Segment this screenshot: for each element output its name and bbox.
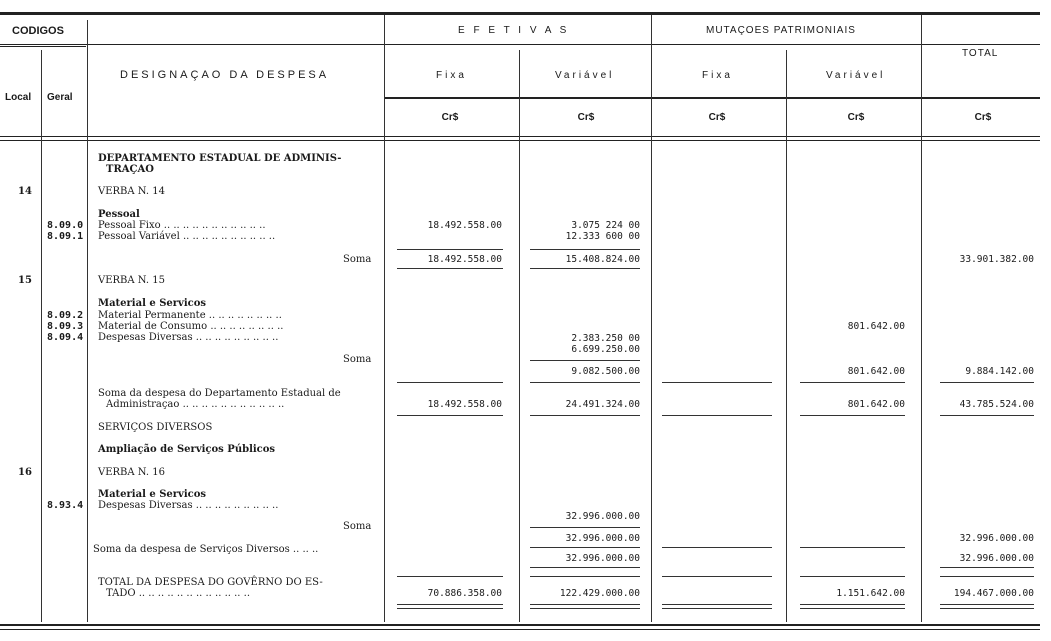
material-consumo-mvar: 801.642.00	[847, 321, 905, 332]
soma2-under-efixa	[397, 382, 503, 383]
soma-dept-under-mvar	[800, 415, 905, 416]
currency-label-total: Cr$	[974, 112, 992, 123]
codigos-underline	[0, 46, 86, 47]
soma2-label: Soma	[343, 354, 372, 365]
soma-dept-line2: Administraçao .. .. .. .. .. .. .. .. .. .. ..	[106, 399, 285, 410]
verba15-title: VERBA N. 15	[98, 275, 165, 286]
soma-serv-rule-evar	[530, 547, 640, 548]
material-servicos-title: Material e Servicos	[98, 298, 207, 309]
mutacoes-fixa-header: Fixa	[702, 70, 733, 81]
despesas-diversas-label: Despesas Diversas .. .. .. .. .. .. .. .. ..	[98, 332, 279, 343]
code-8093: 8.09.3	[47, 321, 84, 332]
code-8094: 8.09.4	[47, 332, 84, 343]
efetivas-header: E F E T I V A S	[458, 25, 570, 36]
header-bottom-rule	[0, 136, 1040, 137]
header-rule-2	[385, 97, 1040, 99]
top-rule	[0, 12, 1040, 15]
pessoal-variavel-label: Pessoal Variável .. .. .. .. .. .. .. .. .. ..	[98, 231, 276, 242]
total-rule-mvar	[800, 576, 905, 577]
soma1-rule-efixa	[397, 249, 503, 250]
soma-dept-mvar: 801.642.00	[847, 399, 905, 410]
efetivas-variavel-header: Variável	[555, 70, 615, 81]
pessoal-fixo-label: Pessoal Fixo .. .. .. .. .. .. .. .. .. .. ..	[98, 220, 266, 231]
soma1-under-evar	[530, 268, 640, 269]
pessoal-fixo-efixa: 18.492.558.00	[427, 220, 502, 231]
soma2-mvar: 801.642.00	[847, 366, 905, 377]
total-under-total-2	[940, 608, 1034, 609]
verba16-local: 16	[18, 467, 32, 478]
soma-dept-under-mfixa	[662, 415, 772, 416]
col-sep-efixa	[519, 50, 520, 622]
total-rule-evar	[530, 576, 640, 577]
material-servicos-2-title: Material e Servicos	[98, 489, 207, 500]
col-sep-designacao	[384, 15, 385, 622]
currency-label-mfixa: Cr$	[708, 112, 726, 123]
despesas-diversas-2-evar: 32.996.000.00	[565, 511, 640, 522]
soma2-under-mfixa	[662, 382, 772, 383]
codigos-header: CODIGOS	[12, 25, 64, 37]
total-total: 194.467.000.00	[953, 588, 1034, 599]
soma3-label: Soma	[343, 521, 372, 532]
soma-serv-under-evar	[530, 567, 640, 568]
pessoal-variavel-evar: 12.333 600 00	[565, 231, 640, 242]
currency-label-efixa: Cr$	[441, 112, 459, 123]
total-under-mfixa-2	[662, 608, 772, 609]
total-rule-efixa	[397, 576, 503, 577]
total-under-evar-1	[530, 604, 640, 605]
total-despesa-line2: TADO .. .. .. .. .. .. .. .. .. .. .. ..	[106, 588, 250, 599]
total-evar: 122.429.000.00	[559, 588, 640, 599]
soma3-rule-evar	[530, 527, 640, 528]
total-rule-mfixa	[662, 576, 772, 577]
verba14-local: 14	[18, 186, 32, 197]
total-despesa-line1: TOTAL DA DESPESA DO GOVÊRNO DO ES-	[98, 577, 323, 588]
servicos-diversos-title: SERVIÇOS DIVERSOS	[98, 422, 213, 433]
soma-dept-evar: 24.491.324.00	[565, 399, 640, 410]
soma-dept-under-total	[940, 415, 1034, 416]
soma2-under-total	[940, 382, 1034, 383]
bottom-rule-b	[0, 629, 1040, 630]
soma-servicos-total-2: 32.996.000.00	[959, 553, 1034, 564]
total-rule-total	[940, 576, 1034, 577]
local-header: Local	[5, 92, 32, 103]
geral-header: Geral	[47, 92, 73, 103]
soma2-under-evar	[530, 382, 640, 383]
total-under-efixa-2	[397, 608, 503, 609]
material-permanente-label: Material Permanente .. .. .. .. .. .. .. ..	[98, 310, 282, 321]
col-sep-geral	[87, 20, 88, 622]
total-under-mvar-2	[800, 608, 905, 609]
soma1-rule-evar	[530, 249, 640, 250]
total-under-efixa-1	[397, 604, 503, 605]
col-sep-evar	[651, 15, 652, 622]
col-sep-local	[41, 50, 42, 622]
pessoal-title: Pessoal	[98, 209, 140, 220]
header-bottom-rule-b	[0, 140, 1040, 141]
soma1-label: Soma	[343, 254, 372, 265]
soma2-under-mvar	[800, 382, 905, 383]
currency-label-mvar: Cr$	[847, 112, 865, 123]
soma2-rule-evar	[530, 360, 640, 361]
despesas-diversas-evar-a: 2.383.250 00	[571, 333, 640, 344]
material-consumo-label: Material de Consumo .. .. .. .. .. .. .. ..	[98, 321, 284, 332]
total-under-mfixa-1	[662, 604, 772, 605]
total-efixa: 70.886.358.00	[427, 588, 502, 599]
currency-label-evar: Cr$	[577, 112, 595, 123]
pessoal-fixo-evar: 3.075 224 00	[571, 220, 640, 231]
dept-title-line2: TRAÇAO	[106, 164, 154, 175]
ampliacao-title: Ampliação de Serviços Públicos	[98, 444, 276, 455]
soma1-under-efixa	[397, 268, 503, 269]
col-sep-mvar	[921, 15, 922, 622]
total-under-mvar-1	[800, 604, 905, 605]
soma-servicos-total: 32.996.000.00	[959, 533, 1034, 544]
soma-dept-line1: Soma da despesa do Departamento Estadual de	[98, 388, 341, 399]
total-mvar: 1.151.642.00	[836, 588, 905, 599]
soma1-total: 33.901.382.00	[959, 254, 1034, 265]
soma1-efixa: 18.492.558.00	[427, 254, 502, 265]
code-8934: 8.93.4	[47, 500, 84, 511]
total-under-evar-2	[530, 608, 640, 609]
despesas-diversas-2-label: Despesas Diversas .. .. .. .. .. .. .. .. ..	[98, 500, 279, 511]
dept-title-line1: DEPARTAMENTO ESTADUAL DE ADMINIS-	[98, 153, 342, 164]
soma-servicos-label: Soma da despesa de Serviços Diversos .. .. ..	[93, 544, 319, 555]
verba16-title: VERBA N. 16	[98, 467, 165, 478]
soma1-evar: 15.408.824.00	[565, 254, 640, 265]
soma-serv-rule-mvar	[800, 547, 905, 548]
soma-dept-under-efixa	[397, 415, 503, 416]
mutacoes-variavel-header: Variável	[826, 70, 886, 81]
code-8092: 8.09.2	[47, 310, 84, 321]
soma-serv-under-total	[940, 567, 1034, 568]
soma2-total: 9.884.142.00	[965, 366, 1034, 377]
soma2-evar: 9.082.500.00	[571, 366, 640, 377]
code-8091: 8.09.1	[47, 231, 84, 242]
total-header: TOTAL	[962, 48, 999, 59]
header-rule-1	[0, 44, 1040, 45]
soma3-evar: 32.996.000.00	[565, 533, 640, 544]
soma-serv-rule-mfixa	[662, 547, 772, 548]
designacao-header: DESIGNAÇAO DA DESPESA	[120, 69, 330, 81]
verba15-local: 15	[18, 275, 32, 286]
despesas-diversas-evar-b: 6.699.250.00	[571, 344, 640, 355]
soma-dept-under-evar	[530, 415, 640, 416]
mutacoes-header: MUTAÇOES PATRIMONIAIS	[706, 25, 856, 36]
soma-dept-efixa: 18.492.558.00	[427, 399, 502, 410]
soma-dept-total: 43.785.524.00	[959, 399, 1034, 410]
verba14-title: VERBA N. 14	[98, 186, 165, 197]
soma-servicos-evar: 32.996.000.00	[565, 553, 640, 564]
bottom-rule	[0, 624, 1040, 626]
total-under-total-1	[940, 604, 1034, 605]
col-sep-mfixa	[786, 50, 787, 622]
code-8090: 8.09.0	[47, 220, 84, 231]
efetivas-fixa-header: Fixa	[436, 70, 467, 81]
